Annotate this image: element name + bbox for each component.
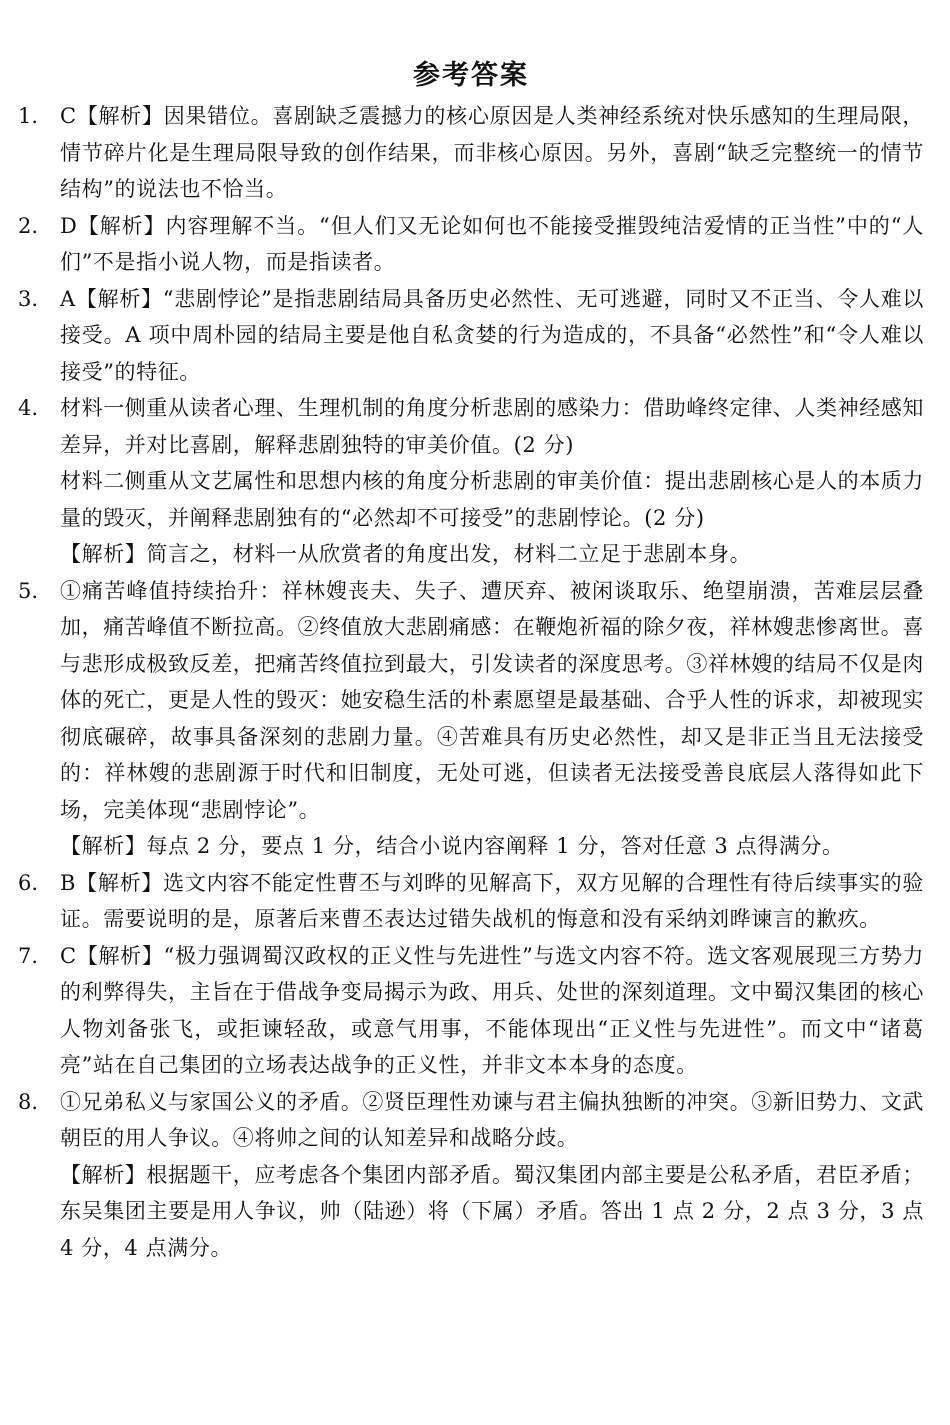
item-number: 8.: [18, 1089, 39, 1114]
item-number: 5.: [18, 578, 39, 603]
answer-text: C【解析】“极力强调蜀汉政权的正义性与先进性”与选文内容不符。选文客观展现三方势力的利弊得失，主旨在于借战争变局揭示为政、用兵、处世的深刻道理。文中蜀汉集团的核心人物刘备张飞，或拒谏轻敌，或意气用事，不能体现出“正义性与先进性”。而文中“诸葛亮”站在自己集团的立场表达战争的正义性，并非文本本身的态度。: [60, 943, 924, 1077]
answer-text: ①痛苦峰值持续抬升：祥林嫂丧夫、失子、遭厌弃、被闲谈取乐、绝望崩溃，苦难层层叠加，痛苦峰值不断拉高。②终值放大悲剧痛感：在鞭炮祈福的除夕夜，祥林嫂悲惨离世。喜与悲形成极致反差，把痛苦终值拉到最大，引发读者的深度思考。③祥林嫂的结局不仅是肉体的死亡，更是人性的毁灭：她安稳生活的朴素愿望是最基础、合乎人性的诉求，却被现实彻底碾碎，故事具备深刻的悲剧力量。④苦难具有历史必然性，却又是非正当且无法接受的：祥林嫂的悲剧源于时代和旧制度，无处可逃，但读者无法接受善良底层人落得如此下场，完美体现“悲剧悖论”。: [60, 578, 924, 822]
answer-text: 材料二侧重从文艺属性和思想内核的角度分析悲剧的审美价值：提出悲剧核心是人的本质力量的毁灭，并阐释悲剧独有的“必然却不可接受”的悲剧悖论。(2 分): [60, 469, 924, 530]
answer-item-1: [18, 98, 924, 208]
answer-item-3: [18, 281, 924, 391]
answer-item-8: [18, 1084, 924, 1267]
explanation-text: 【解析】简言之，材料一从欣赏者的角度出发，材料二立足于悲剧本身。: [60, 542, 752, 566]
item-number: 4.: [18, 396, 39, 420]
answer-item-7: [18, 938, 924, 1084]
answer-item-2: [18, 208, 924, 281]
page-title: 参考答案: [413, 60, 529, 91]
answer-text: ①兄弟私义与家国公义的矛盾。②贤臣理性劝谏与君主偏执独断的冲突。③新旧势力、文武朝臣的用人争议。④将帅之间的认知差异和战略分歧。: [60, 1089, 924, 1150]
item-number: 3.: [18, 286, 39, 311]
answer-text: D【解析】内容理解不当。“但人们又无论如何也不能接受摧毁纯洁爱情的正当性”中的“人们”不是指小说人物，而是指读者。: [60, 213, 924, 274]
item-number: 7.: [18, 943, 39, 968]
explanation-text: 【解析】根据题干，应考虑各个集团内部矛盾。蜀汉集团内部主要是公私矛盾，君臣矛盾；东吴集团主要是用人争议，帅（陆逊）将（下属）矛盾。答出 1 点 2 分，2 点 3 分，3 点 4 分，4 点满分。: [60, 1162, 924, 1260]
item-number: 2.: [18, 213, 39, 238]
item-number: 6.: [18, 870, 39, 895]
explanation-text: 【解析】每点 2 分，要点 1 分，结合小说内容阐释 1 分，答对任意 3 点得满分。: [60, 834, 844, 858]
answer-text: C【解析】因果错位。喜剧缺乏震撼力的核心原因是人类神经系统对快乐感知的生理局限，情节碎片化是生理局限导致的创作结果，而非核心原因。另外，喜剧“缺乏完整统一的情节结构”的说法也不恰当。: [60, 104, 924, 201]
answer-text: A【解析】“悲剧悖论”是指悲剧结局具备历史必然性、无可逃避，同时又不正当、令人难以接受。A 项中周朴园的结局主要是他自私贪婪的行为造成的，不具备“必然性”和“令人难以接受”的特征。: [60, 286, 924, 384]
answer-item-6: [18, 865, 924, 938]
answer-item-4: [18, 390, 924, 573]
item-number: 1.: [18, 104, 39, 128]
answer-text: B【解析】选文内容不能定性曹丕与刘晔的见解高下，双方见解的合理性有待后续事实的验证。需要说明的是，原著后来曹丕表达过错失战机的悔意和没有采纳刘晔谏言的歉疚。: [60, 870, 924, 931]
answer-item-5: [18, 573, 924, 865]
answer-text: 材料一侧重从读者心理、生理机制的角度分析悲剧的感染力：借助峰终定律、人类神经感知差异，并对比喜剧，解释悲剧独特的审美价值。(2 分): [60, 396, 924, 457]
